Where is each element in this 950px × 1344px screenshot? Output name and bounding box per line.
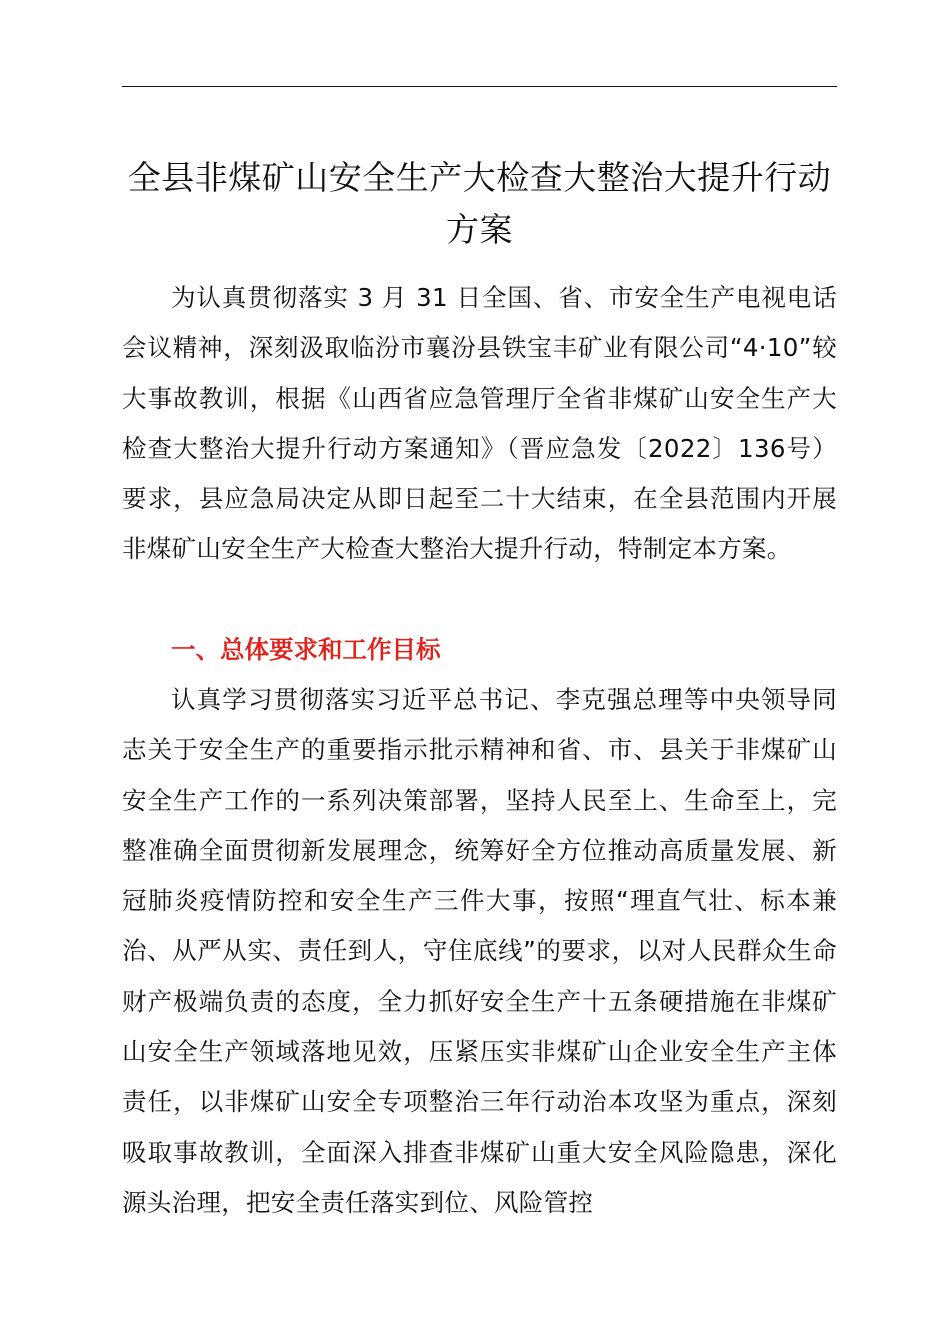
section-heading-1: 一、总体要求和工作目标 — [171, 635, 441, 664]
body-paragraph-2: 认真学习贯彻落实习近平总书记、李克强总理等中央领导同志关于安全生产的重要指示批示精神和省、市、县关于非煤矿山安全生产工作的一系列决策部署，坚持人民至上、生命至上，完整准确全面贯彻新发展理念，统筹好全方位推动高质量发展、新冠肺炎疫情防控和安全生产三件大事，按照“理直气壮、标本兼治、从严从实、责任到人，守住底线”的要求，以对人民群众生命财产极端负责的态度，全力抓好安全生产十五条硬措施在非煤矿山安全生产领域落地见效，压紧压实非煤矿山企业安全生产主体责任，以非煤矿山安全专项整治三年行动治本攻坚为重点，深刻吸取事故教训，全面深入排查非煤矿山重大安全风险隐患，深化源头治理，把安全责任落实到位、风险管控 — [122, 685, 837, 1217]
header-rule — [122, 86, 837, 87]
intro-paragraph: 为认真贯彻落实 3 月 31 日全国、省、市安全生产电视电话会议精神，深刻汲取临汾市襄汾县铁宝丰矿业有限公司“4·10”较大事故教训，根据《山西省应急管理厅全省非煤矿山安全生产大检查大整治大提升行动方案通知》（晋应急发〔2022〕136号）要求，县应急局决定从即日起至二十大结束，在全县范围内开展非煤矿山安全生产大检查大整治大提升行动，特制定本方案。 — [122, 283, 837, 564]
document-title: 全县非煤矿山安全生产大检查大整治大提升行动方案 — [127, 158, 832, 249]
